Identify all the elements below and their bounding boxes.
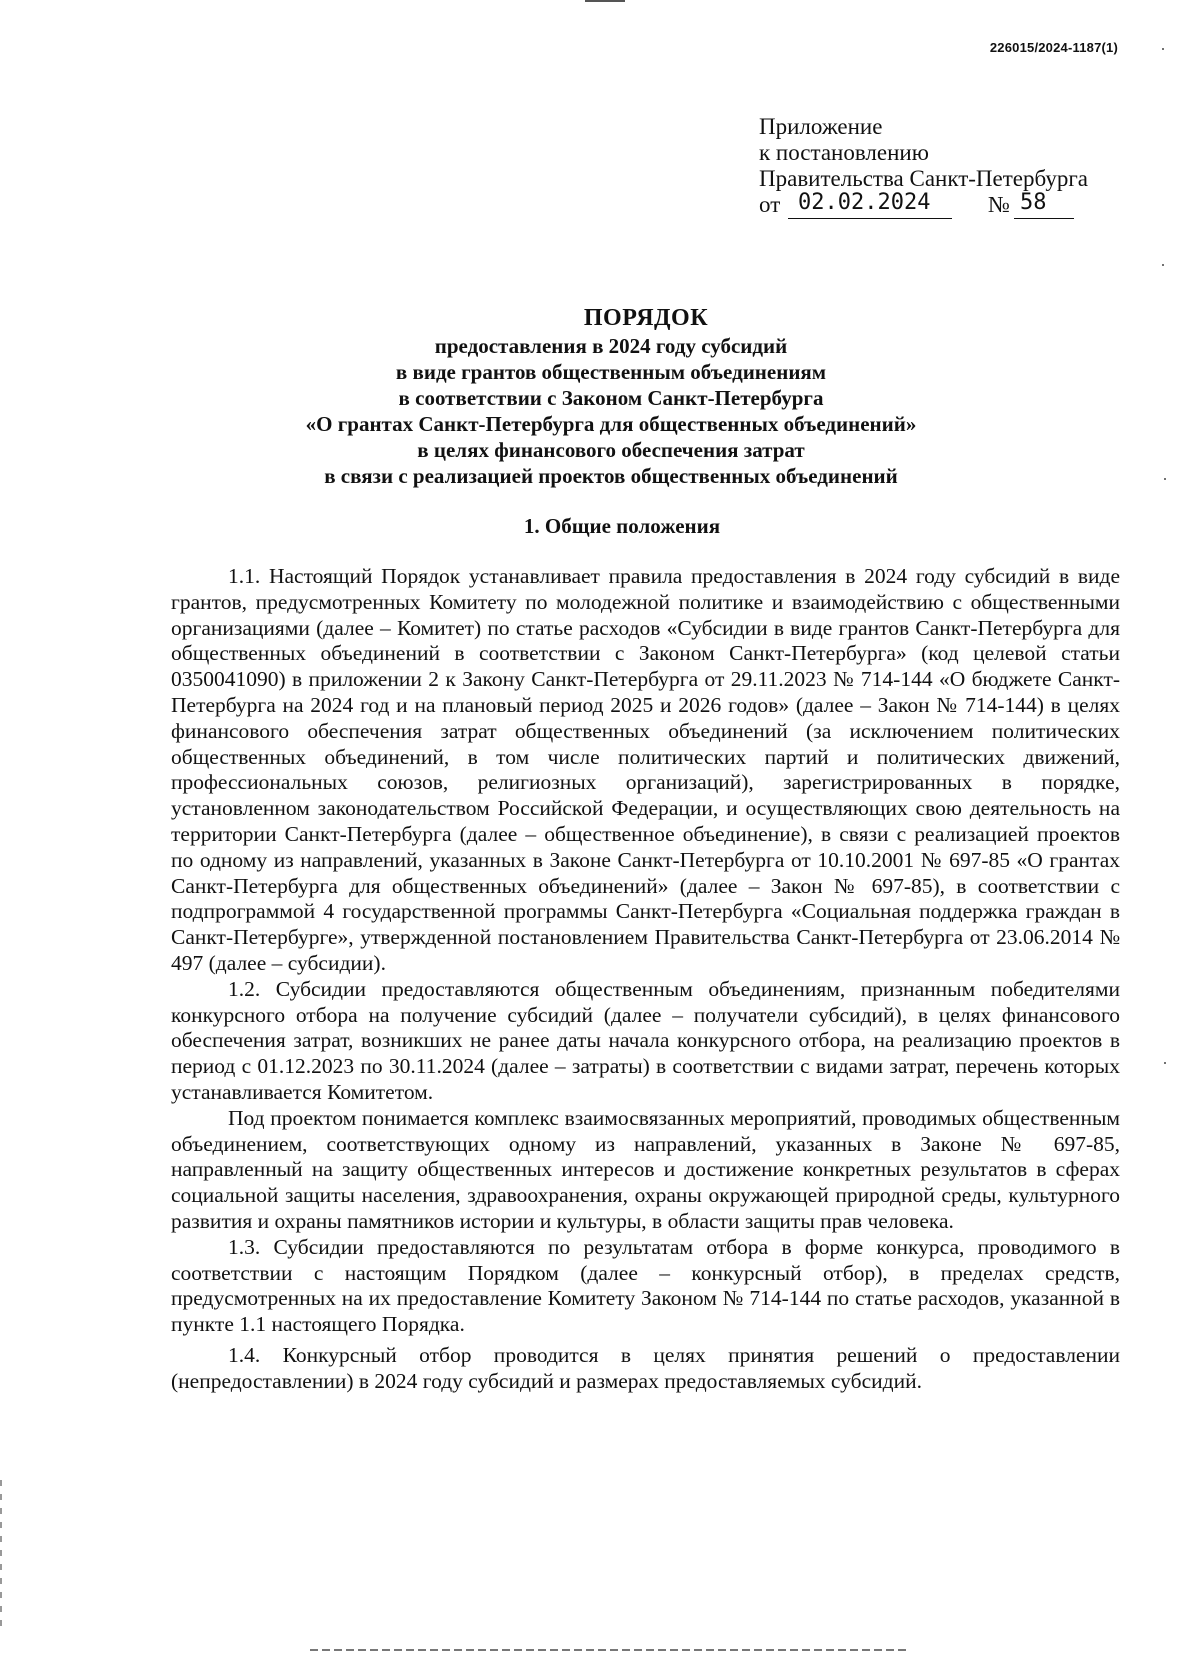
title-line: в виде грантов общественным объединениям <box>395 360 827 384</box>
decree-number-value: 58 <box>1020 190 1047 215</box>
title-line: в целях финансового обеспечения затрат <box>417 438 805 462</box>
paragraph-1-1: 1.1. Настоящий Порядок устанавливает правила предоставления в 2024 году субсидий в виде грантов, предусмотренных Комитету по молодежной политике и взаимодействию с общественными организациями (далее – Комитет) по статье расходов «Субсидии в виде грантов Санкт-Петербурга для общественных объединений в соответствии с Законом Санкт-Петербурга» (код целевой статьи 0350041090) в приложении 2 к Закону Санкт-Петербурга от 29.11.2023 № 714-144 «О бюджете Санкт-Петербурга на 2024 год и на плановый период 2025 и 2026 годов» (далее – Закон № 714-144) в целях финансового обеспечения затрат общественных объединений (за исключением политических общественных объединений, в том числе политических партий и политических движений, профессиональных союзов, религиозных организаций), зарегистрированных в порядке, установленном законодательством Российской Федерации, и осуществляющих свою деятельность на территории Санкт-Петербурга (далее – общественное объединение), в связи с реализацией проектов по одному из направлений, указанных в Законе Санкт-Петербурга от 10.10.2001 № 697-85 «О грантах Санкт-Петербурга для общественных объединений» (далее – Закон № 697-85), в соответствии с подпрограммой 4 государственной программы Санкт-Петербурга «Социальная поддержка граждан в Санкт-Петербурге», утвержденной постановлением Правительства Санкт-Петербурга от 23.06.2014 № 497 (далее – субсидии). <box>171 564 1120 975</box>
document-registration-number: 226015/2024-1187(1) <box>989 40 1118 55</box>
section-heading: 1. Общие положения <box>523 514 721 538</box>
appendix-line-1: Приложение <box>759 114 883 139</box>
title-line: в соответствии с Законом Санкт-Петербурга <box>398 386 824 410</box>
appendix-header <box>759 114 1088 222</box>
appendix-date-line <box>759 192 1088 222</box>
document-body <box>171 564 1120 1395</box>
appendix-line-3: Правительства Санкт-Петербурга <box>759 166 1088 191</box>
scan-mark <box>585 0 625 2</box>
decree-date-field <box>788 192 952 219</box>
scan-speck <box>1164 1062 1166 1064</box>
scan-edge <box>0 1480 2 1630</box>
title-line: в связи с реализацией проектов общественных объединений <box>324 464 898 488</box>
title-line: «О грантах Санкт-Петербурга для общественных объединений» <box>305 412 917 436</box>
paragraph-1-4: 1.4. Конкурсный отбор проводится в целях принятия решений о предоставлении (непредоставлении) в 2024 году субсидий и размерах предоставляемых субсидий. <box>171 1342 1120 1393</box>
decree-date-value: 02.02.2024 <box>798 190 931 215</box>
scan-speck <box>1162 48 1164 50</box>
scan-speck <box>1162 264 1164 266</box>
title-line: предоставления в 2024 году субсидий <box>434 334 788 358</box>
decree-number-field <box>1014 192 1074 219</box>
date-prefix: от <box>759 192 781 217</box>
paragraph-project-definition: Под проектом понимается комплекс взаимосвязанных мероприятий, проводимых общественным объединением, соответствующих одному из направлений, указанных в Законе № 697-85, направленный на защиту общественных интересов и достижение конкретных результатов в сферах социальной защиты населения, здравоохранения, охраны окружающей природной среды, культурного развития и охраны памятников истории и культуры, в области защиты прав человека. <box>171 1105 1120 1233</box>
document-title <box>0 303 1200 489</box>
title-main: ПОРЯДОК <box>583 305 709 331</box>
number-sign: № <box>988 192 1010 217</box>
paragraph-1-2: 1.2. Субсидии предоставляются общественным объединениям, признанным победителями конкурсного отбора на получение субсидий (далее – получатели субсидий), в целях финансового обеспечения затрат, возникших не ранее даты начала конкурсного отбора, на реализацию проектов в период с 01.12.2023 по 30.11.2024 (далее – затраты) в соответствии с видами затрат, перечень которых устанавливается Комитетом. <box>171 976 1120 1104</box>
scan-edge <box>310 1649 910 1651</box>
paragraph-1-3: 1.3. Субсидии предоставляются по результатам отбора в форме конкурса, проводимого в соответствии с настоящим Порядком (далее – конкурсный отбор), в пределах средств, предусмотренных на их предоставление Комитету Законом № 714-144 по статье расходов, указанной в пункте 1.1 настоящего Порядка. <box>171 1234 1120 1337</box>
appendix-line-2: к постановлению <box>759 140 929 165</box>
